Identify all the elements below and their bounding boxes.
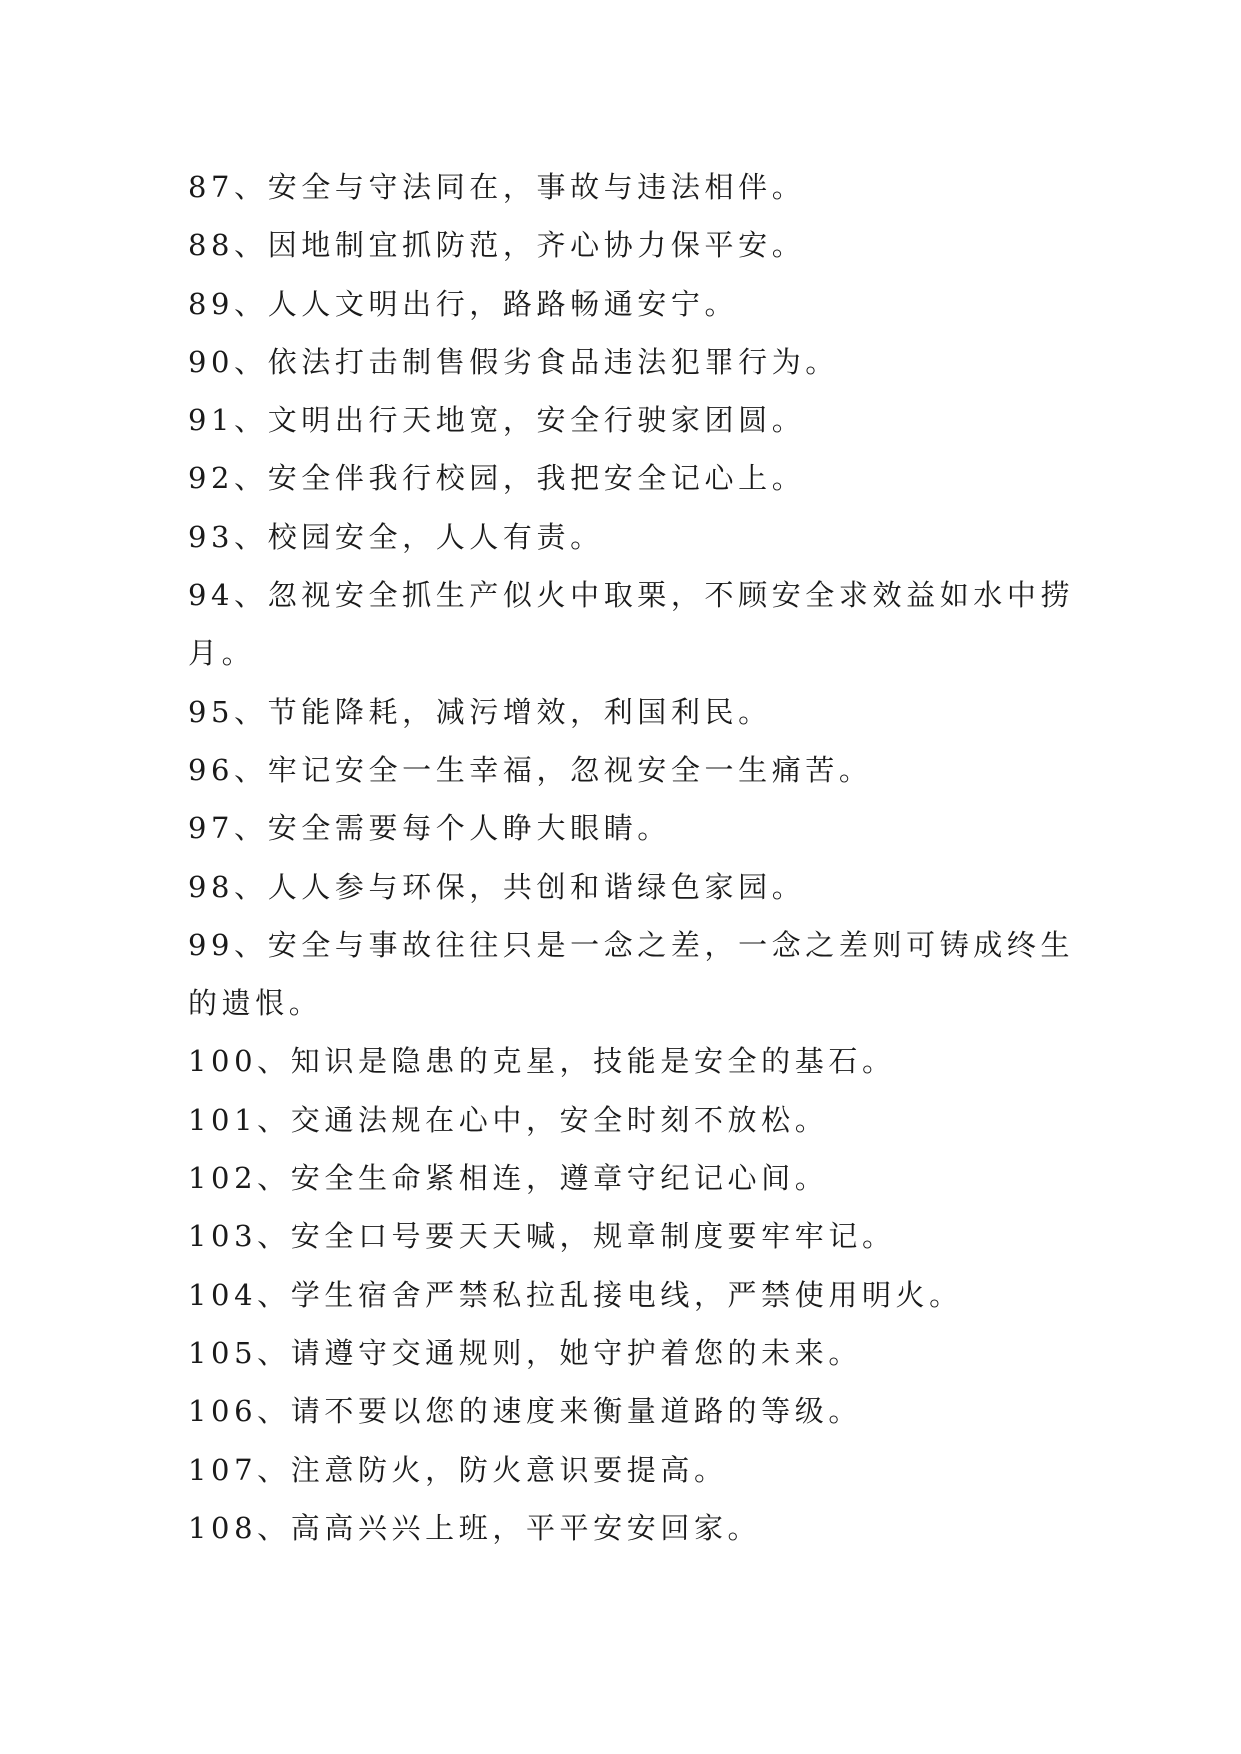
text-line: 102、安全生命紧相连，遵章守纪记心间。	[188, 1161, 829, 1196]
text-line: 月。	[188, 636, 256, 671]
text-line: 108、高高兴兴上班，平平安安回家。	[188, 1510, 762, 1545]
text-line: 89、人人文明出行，路路畅通安宁。	[188, 286, 739, 321]
text-line: 88、因地制宜抓防范，齐心协力保平安。	[188, 228, 806, 263]
text-line: 106、请不要以您的速度来衡量道路的等级。	[188, 1394, 862, 1429]
text-line: 98、人人参与环保，共创和谐绿色家园。	[188, 869, 806, 904]
text-line: 104、学生宿舍严禁私拉乱接电线，严禁使用明火。	[188, 1277, 963, 1312]
document-body	[188, 158, 1075, 1557]
text-line: 87、安全与守法同在，事故与违法相伴。	[188, 170, 806, 204]
text-line: 96、牢记安全一生幸福，忽视安全一生痛苦。	[188, 752, 873, 787]
text-line: 103、安全口号要天天喊，规章制度要牢牢记。	[188, 1219, 896, 1254]
text-line: 95、节能降耗，减污增效，利国利民。	[188, 694, 772, 729]
text-line: 99、安全与事故往往只是一念之差，一念之差则可铸成终生	[188, 927, 1075, 962]
text-line: 105、请遵守交通规则，她守护着您的未来。	[188, 1335, 862, 1370]
text-line: 94、忽视安全抓生产似火中取栗，不顾安全求效益如水中捞	[188, 578, 1075, 613]
text-line: 92、安全伴我行校园，我把安全记心上。	[188, 461, 806, 496]
text-line: 93、校园安全，人人有责。	[188, 519, 604, 554]
text-line: 101、交通法规在心中，安全时刻不放松。	[188, 1102, 829, 1137]
text-line: 90、依法打击制售假劣食品违法犯罪行为。	[188, 344, 839, 379]
text-line: 107、注意防火，防火意识要提高。	[188, 1452, 728, 1487]
text-line: 的遗恨。	[188, 986, 323, 1021]
text-line: 91、文明出行天地宽，安全行驶家团圆。	[188, 403, 806, 438]
text-line: 100、知识是隐患的克星，技能是安全的基石。	[188, 1044, 896, 1079]
text-line: 97、安全需要每个人睁大眼睛。	[188, 811, 671, 846]
